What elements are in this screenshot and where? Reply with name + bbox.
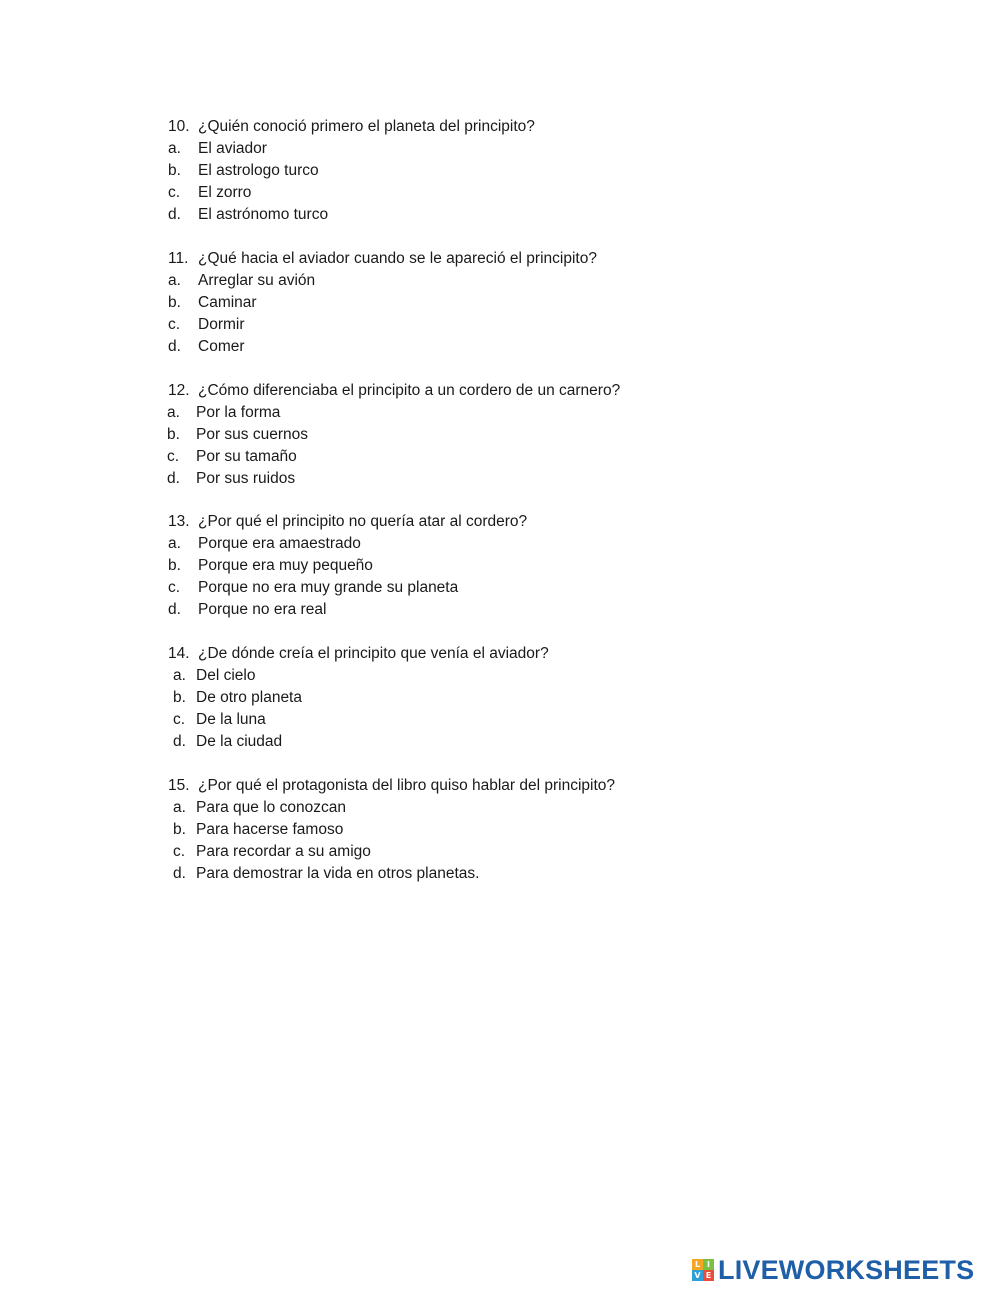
option-d xyxy=(168,336,808,358)
logo-tile: V xyxy=(692,1270,703,1281)
option-a xyxy=(173,797,813,819)
option-letter: d. xyxy=(168,601,181,618)
option-b xyxy=(173,687,813,709)
logo-tile: L xyxy=(692,1259,703,1270)
question-text-line xyxy=(168,643,808,665)
option-text: Por sus ruidos xyxy=(196,470,296,487)
option-text: Porque no era real xyxy=(198,601,327,618)
option-text: El zorro xyxy=(198,184,252,201)
option-d xyxy=(173,731,813,753)
option-a xyxy=(167,402,807,424)
option-b xyxy=(168,160,808,182)
question-number: 15. xyxy=(168,777,190,794)
option-letter: b. xyxy=(168,557,181,574)
question-14 xyxy=(168,643,808,753)
question-text-line xyxy=(168,116,808,138)
option-letter: c. xyxy=(168,579,181,596)
option-letter: b. xyxy=(168,294,181,311)
question-text: ¿Cómo diferenciaba el principito a un cordero de un carnero? xyxy=(198,382,621,399)
question-text: ¿Por qué el protagonista del libro quiso hablar del principito? xyxy=(198,777,616,794)
option-text: Arreglar su avión xyxy=(198,272,316,289)
option-text: Porque no era muy grande su planeta xyxy=(198,579,459,596)
option-a xyxy=(168,138,808,160)
option-letter: d. xyxy=(168,338,181,355)
question-number: 13. xyxy=(168,513,190,530)
option-text: El astrologo turco xyxy=(198,162,319,179)
logo-tile: E xyxy=(703,1270,714,1281)
option-text: Caminar xyxy=(198,294,257,311)
question-number: 14. xyxy=(168,645,190,662)
question-number: 11. xyxy=(168,250,189,267)
option-text: El astrónomo turco xyxy=(198,206,329,223)
question-text-line xyxy=(168,775,808,797)
question-12 xyxy=(168,380,808,490)
brand-name: LIVEWORKSHEETS xyxy=(718,1255,975,1285)
question-text-line xyxy=(168,380,808,402)
option-text: De la ciudad xyxy=(196,733,283,750)
option-text: De la luna xyxy=(196,711,266,728)
question-10 xyxy=(168,116,808,226)
option-letter: c. xyxy=(168,316,181,333)
option-a xyxy=(168,270,808,292)
option-d xyxy=(168,204,808,226)
option-text: El aviador xyxy=(198,140,267,157)
question-text: ¿Qué hacia el aviador cuando se le apareció el principito? xyxy=(198,250,597,267)
option-letter: b. xyxy=(173,821,186,838)
option-c xyxy=(173,709,813,731)
question-text: ¿De dónde creía el principito que venía el aviador? xyxy=(198,645,549,662)
option-text: Por su tamaño xyxy=(196,448,297,465)
option-letter: d. xyxy=(173,733,186,750)
question-text-line xyxy=(168,248,808,270)
option-letter: b. xyxy=(173,689,186,706)
option-c xyxy=(168,577,808,599)
liveworksheets-logo-icon xyxy=(692,1259,714,1281)
option-letter: c. xyxy=(173,711,186,728)
option-letter: c. xyxy=(167,448,180,465)
option-letter: c. xyxy=(173,843,186,860)
logo-tile: I xyxy=(703,1259,714,1270)
option-letter: a. xyxy=(173,667,186,684)
option-letter: a. xyxy=(168,140,181,157)
option-c xyxy=(173,841,813,863)
option-letter: a. xyxy=(167,404,180,421)
question-13 xyxy=(168,511,808,621)
question-11 xyxy=(168,248,808,358)
option-text: Para demostrar la vida en otros planetas. xyxy=(196,865,480,882)
question-text: ¿Quién conoció primero el planeta del principito? xyxy=(198,118,535,135)
question-15 xyxy=(168,775,808,885)
option-letter: d. xyxy=(173,865,186,882)
option-letter: a. xyxy=(173,799,186,816)
option-text: Para hacerse famoso xyxy=(196,821,344,838)
option-text: Porque era amaestrado xyxy=(198,535,361,552)
option-letter: a. xyxy=(168,272,181,289)
option-text: De otro planeta xyxy=(196,689,302,706)
option-letter: b. xyxy=(168,162,181,179)
option-d xyxy=(173,863,813,885)
option-text: Por sus cuernos xyxy=(196,426,308,443)
option-d xyxy=(168,599,808,621)
option-text: Porque era muy pequeño xyxy=(198,557,373,574)
question-text-line xyxy=(168,511,808,533)
option-b xyxy=(173,819,813,841)
question-number: 12. xyxy=(168,382,190,399)
option-a xyxy=(173,665,813,687)
option-letter: a. xyxy=(168,535,181,552)
option-text: Del cielo xyxy=(196,667,256,684)
option-text: Para que lo conozcan xyxy=(196,799,346,816)
option-letter: d. xyxy=(168,206,181,223)
option-b xyxy=(168,555,808,577)
option-text: Comer xyxy=(198,338,245,355)
option-text: Para recordar a su amigo xyxy=(196,843,371,860)
option-d xyxy=(167,468,807,490)
option-b xyxy=(167,424,807,446)
question-number: 10. xyxy=(168,118,190,135)
option-b xyxy=(168,292,808,314)
option-c xyxy=(167,446,807,468)
option-letter: b. xyxy=(167,426,180,443)
option-c xyxy=(168,314,808,336)
option-letter: c. xyxy=(168,184,181,201)
option-a xyxy=(168,533,808,555)
option-text: Dormir xyxy=(198,316,245,333)
option-c xyxy=(168,182,808,204)
option-text: Por la forma xyxy=(196,404,281,421)
option-letter: d. xyxy=(167,470,180,487)
liveworksheets-brand xyxy=(692,1255,974,1285)
question-text: ¿Por qué el principito no quería atar al cordero? xyxy=(198,513,528,530)
